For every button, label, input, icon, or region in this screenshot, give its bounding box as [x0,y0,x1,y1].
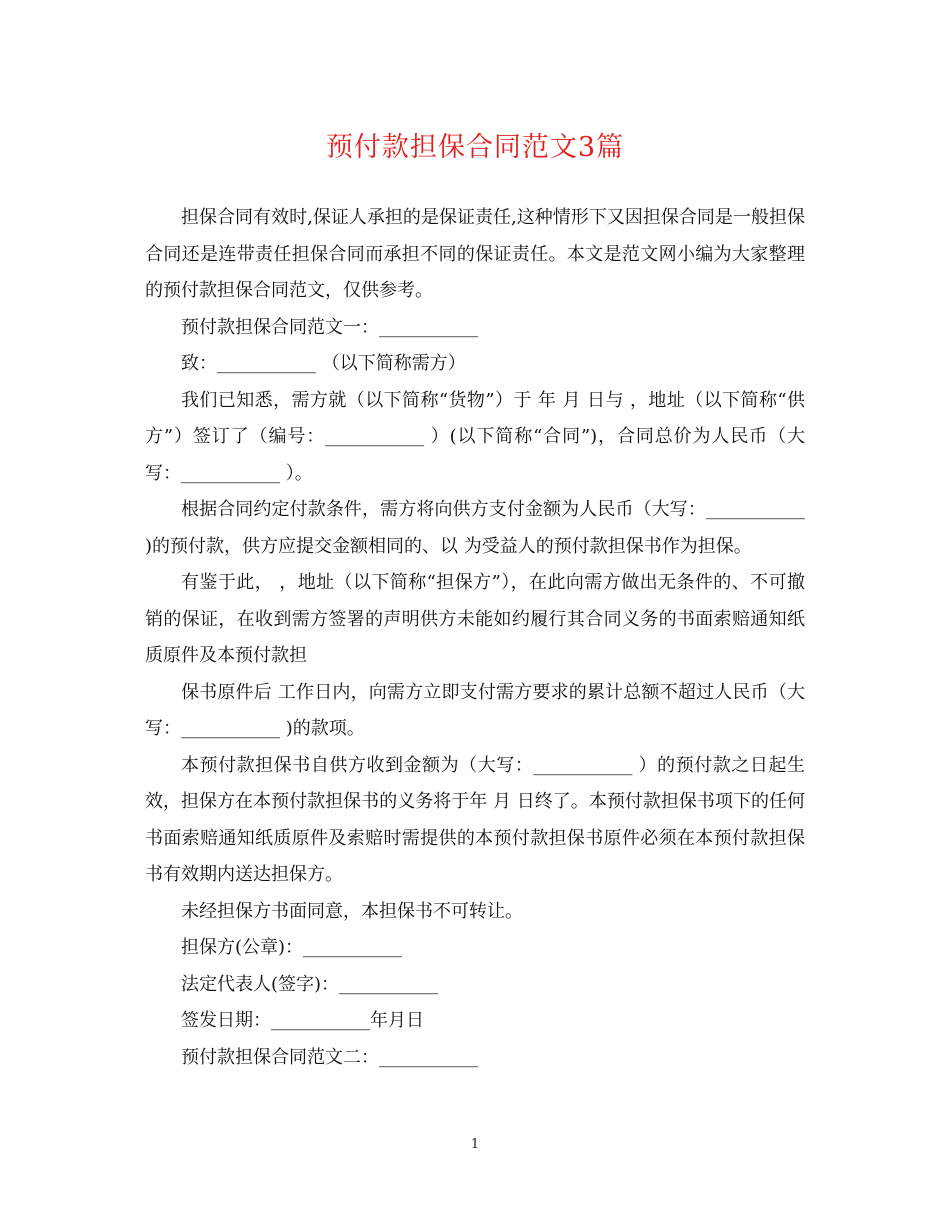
paragraph-issue-date: 签发日期：___________年月日 [181,1010,424,1031]
paragraph-guarantee-statement: 有鉴于此， ，地址（以下简称“担保方”），在此向需方做出无条件的、不可撤销的保证，在收到需方签署的声明供方未能如约履行其合同义务的书面索赔通知纸质原件及本预付款担 [145,572,805,666]
document-title: 预付款担保合同范文3篇 [325,132,625,163]
paragraph-payment-terms: 根据合同约定付款条件，需方将向供方支付金额为人民币（大写：___________ )的预付款，供方应提交金额相同的、以 为受益人的预付款担保书作为担保。 [145,499,811,557]
paragraph-non-transferable: 未经担保方书面同意，本担保书不可转让。 [181,900,523,922]
paragraph-contract-info: 我们已知悉，需方就（以下简称“货物”）于 年 月 日与 ，地址（以下简称“供方”）签订了（编号：___________ ）(以下简称“合同”)，合同总价为人民币（大写：___________ ）。 [145,389,805,484]
document-body [145,200,811,1076]
page-number: 1 [470,1137,480,1152]
paragraph-intro: 担保合同有效时,保证人承担的是保证责任,这种情形下又因担保合同是一般担保合同还是连带责任担保合同而承担不同的保证责任。本文是范文网小编为大家整理的预付款担保合同范文，仅供参考。 [145,207,805,301]
paragraph-guarantor-seal: 担保方(公章)：___________ [181,937,403,958]
paragraph-guarantee-payment: 保书原件后 工作日内，向需方立即支付需方要求的累计总额不超过人民币（大写：___________ )的款项。 [145,681,805,739]
paragraph-validity: 本预付款担保书自供方收到金额为（大写：___________ ）的预付款之日起生效，担保方在本预付款担保书的义务将于年 月 日终了。本预付款担保书项下的任何书面索赔通知纸质原件及索赔时需提供的本预付款担保书原件必须在本预付款担保书有效期内送达担保方。 [145,754,805,885]
paragraph-sample-two-heading: 预付款担保合同范文二：___________ [181,1046,478,1068]
paragraph-addressee: 致：___________ （以下简称需方） [181,353,466,374]
paragraph-sample-one-heading: 预付款担保合同范文一：___________ [181,316,478,338]
paragraph-legal-representative: 法定代表人(签字)：___________ [181,973,439,995]
